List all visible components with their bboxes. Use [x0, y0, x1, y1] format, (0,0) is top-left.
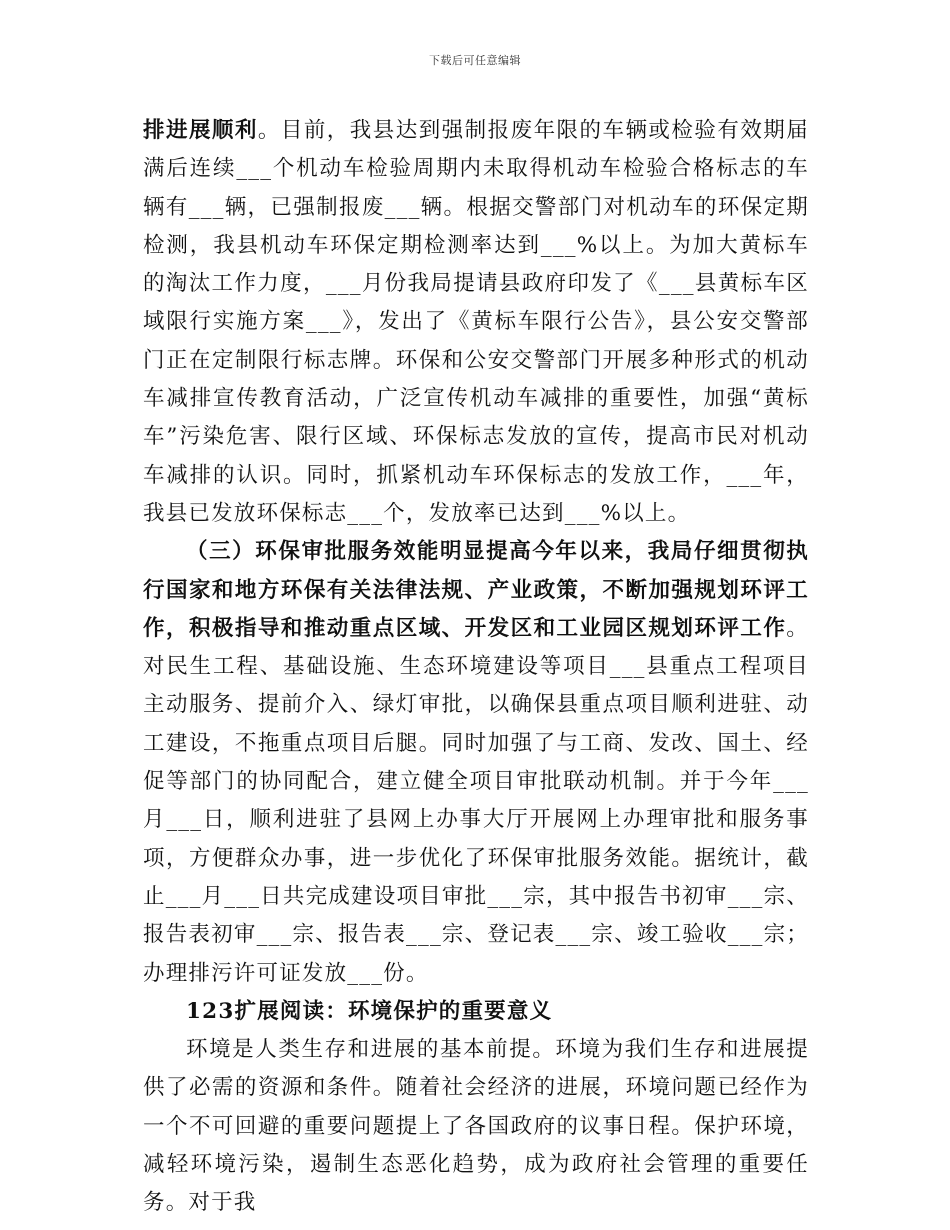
paragraph-lead-bold: 排进展顺利: [143, 118, 258, 143]
page-header-note: 下载后可任意编辑: [429, 54, 521, 67]
paragraph-body-text: 。对民生工程、基础设施、生态环境建设等项目___县重点工程项目主动服务、提前介入、绿灯审批，以确保县重点项目顺利进驻、动工建设，不拖重点项目后腿。同时加强了与工商、发改、国土、经促等部门的协同配合，建立健全项目审批联动机制。并于今年___月___日，顺利进驻了县网上办事大厅开展网上办理审批和服务事项，方便群众办事，进一步优化了环保审批服务效能。据统计，截止___月___日共完成建设项目审批___宗，其中报告书初审___宗、报告表初审___宗、报告表___宗、登记表___宗、竣工验收___宗；办理排污许可证发放___份。: [143, 615, 809, 986]
paragraph-body-text: 。目前，我县达到强制报废年限的车辆或检验有效期届满后连续___个机动车检验周期内未取得机动车检验合格标志的车辆有___辆，已强制报废___辆。根据交警部门对机动车的环保定期检测，我县机动车环保定期检测率达到___%以上。为加大黄标车的淘汰工作力度，___月份我局提请县政府印发了《___县黄标车区域限行实施方案___》，发出了《黄标车限行公告》，县公安交警部门正在定制限行标志牌。环保和公安交警部门开展多种形式的机动车减排宣传教育活动，广泛宣传机动车减排的重要性，加强“黄标车”污染危害、限行区域、环保标志发放的宣传，提高市民对机动车减排的认识。同时，抓紧机动车环保标志的发放工作，___年，我县已发放环保标志___个，发放率已达到___%以上。: [143, 118, 809, 526]
paragraph-environment-importance: 环境是人类生存和进展的基本前提。环境为我们生存和进展提供了必需的资源和条件。随着社会经济的进展，环境问题已经作为一个不可回避的重要问题提上了各国政府的议事日程。保护环境，减轻环境污染，遏制生态恶化趋势，成为政府社会管理的重要任务。对于我: [143, 1037, 809, 1216]
section-heading: 123扩展阅读：环境保护的重要意义: [186, 998, 553, 1024]
paragraph-lead-bold: （三）环保审批服务效能明显提高今年以来，我局仔细贯彻执行国家和地方环保有关法律法规、产业政策，不断加强规划环评工作，积极指导和推动重点区域、开发区和工业园区规划环评工作: [143, 539, 809, 641]
document-body: [143, 112, 809, 1223]
paragraph-vehicle-emissions: [143, 112, 809, 533]
paragraph-approval-efficiency: [143, 533, 809, 993]
